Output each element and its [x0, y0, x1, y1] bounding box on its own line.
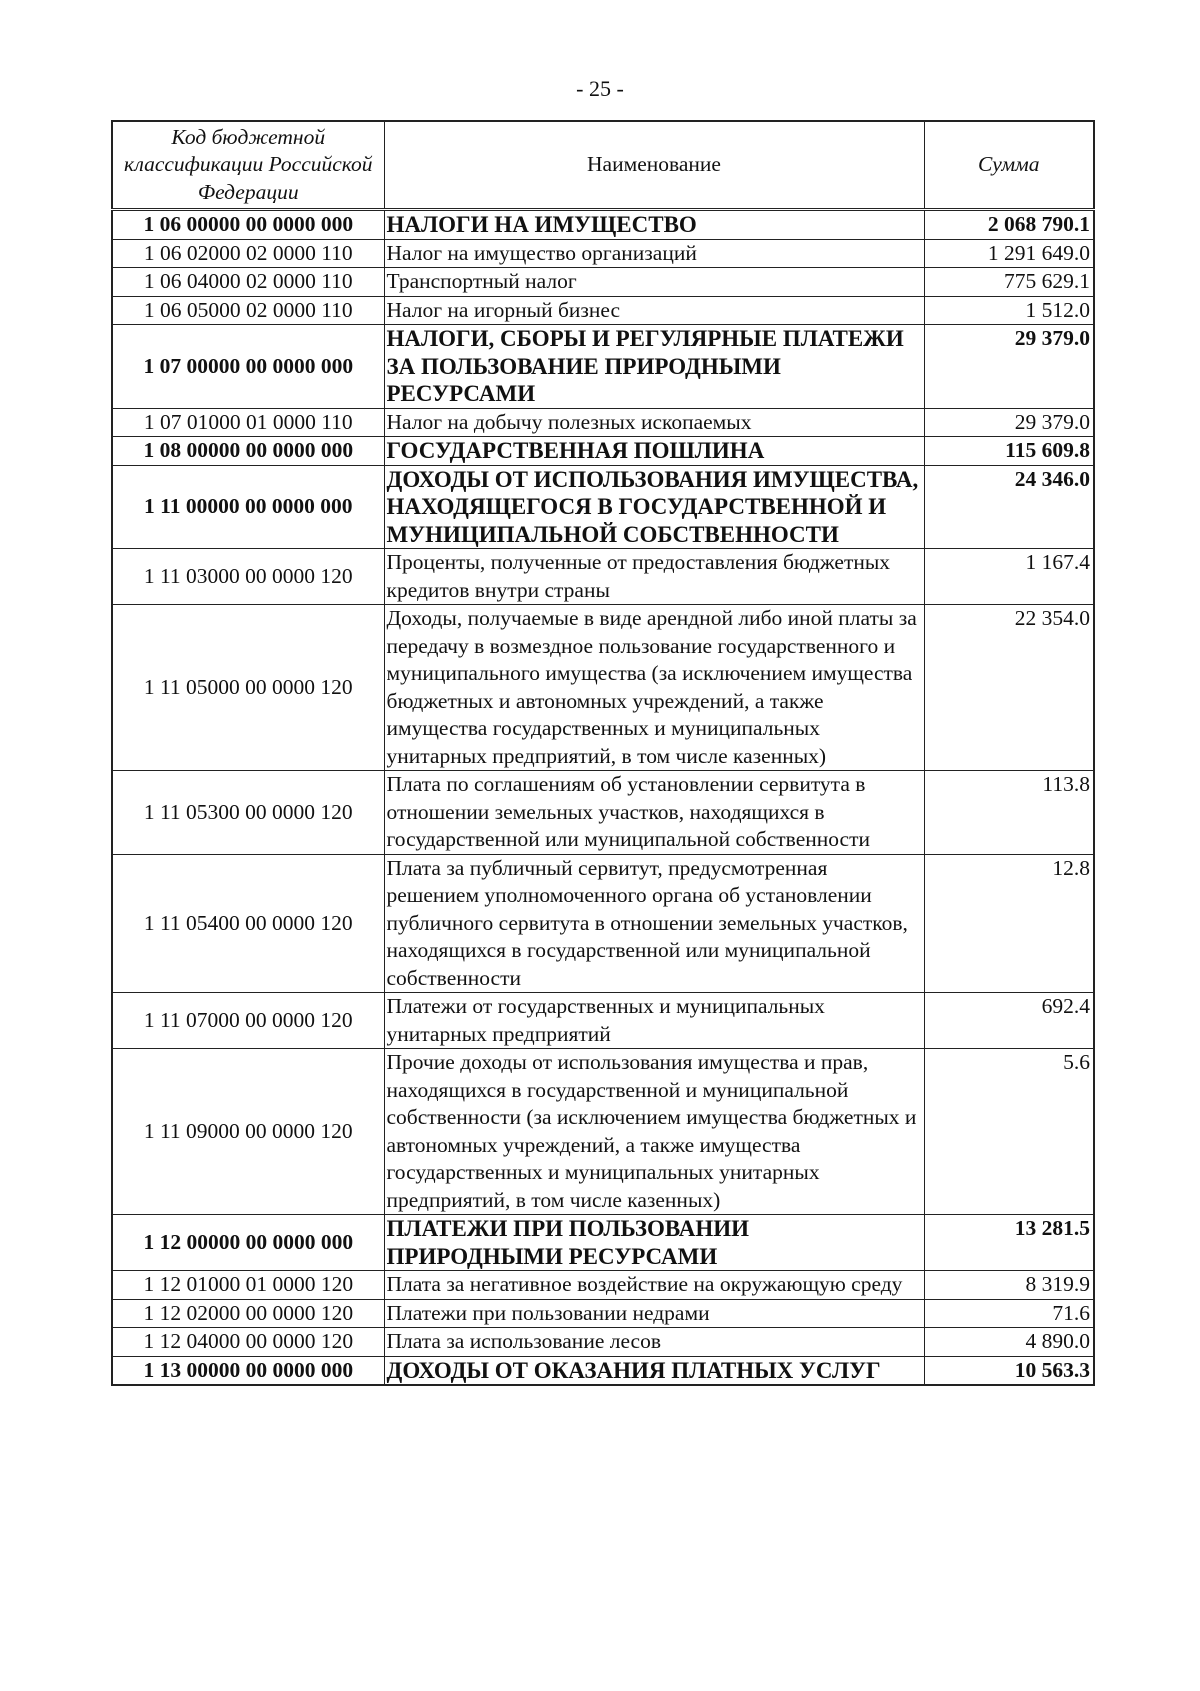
row-sum: 692.4	[924, 993, 1094, 1049]
table-row	[112, 993, 1094, 1049]
table-row	[112, 296, 1094, 325]
budget-revenue-table	[111, 120, 1095, 1386]
row-sum: 2 068 790.1	[924, 210, 1094, 240]
row-sum: 4 890.0	[924, 1328, 1094, 1357]
row-sum: 71.6	[924, 1299, 1094, 1328]
table-row	[112, 325, 1094, 409]
row-code: 1 06 00000 00 0000 000	[112, 210, 384, 240]
row-code: 1 11 00000 00 0000 000	[112, 465, 384, 549]
table-row	[112, 1356, 1094, 1385]
table-row	[112, 239, 1094, 268]
table-row	[112, 1299, 1094, 1328]
row-sum: 113.8	[924, 771, 1094, 855]
table-row	[112, 465, 1094, 549]
row-code: 1 11 07000 00 0000 120	[112, 993, 384, 1049]
row-sum: 5.6	[924, 1049, 1094, 1215]
row-name: Платежи от государственных и муниципальных унитарных предприятий	[384, 993, 924, 1049]
header-code: Код бюджетной классификации Российской Федерации	[112, 121, 384, 210]
row-sum: 29 379.0	[924, 325, 1094, 409]
row-name: ГОСУДАРСТВЕННАЯ ПОШЛИНА	[384, 437, 924, 466]
table-row	[112, 408, 1094, 437]
row-sum: 29 379.0	[924, 408, 1094, 437]
row-code: 1 07 00000 00 0000 000	[112, 325, 384, 409]
table-row	[112, 437, 1094, 466]
header-name: Наименование	[384, 121, 924, 210]
row-code: 1 12 01000 01 0000 120	[112, 1271, 384, 1300]
row-sum: 22 354.0	[924, 605, 1094, 771]
row-code: 1 11 05300 00 0000 120	[112, 771, 384, 855]
row-name: Налог на имущество организаций	[384, 239, 924, 268]
row-name: Плата по соглашениям об установлении сервитута в отношении земельных участков, находящихся в государственной или муниципальной собственности	[384, 771, 924, 855]
row-name: Проценты, полученные от предоставления бюджетных кредитов внутри страны	[384, 549, 924, 605]
row-sum: 10 563.3	[924, 1356, 1094, 1385]
row-code: 1 12 00000 00 0000 000	[112, 1215, 384, 1271]
row-code: 1 07 01000 01 0000 110	[112, 408, 384, 437]
table-row	[112, 1328, 1094, 1357]
row-name: Прочие доходы от использования имущества и прав, находящихся в государственной и муниципальной собственности (за исключением имущества бюджетных и автономных учреждений, а также имущества государственных и муниципальных унитарных предприятий, в том числе казенных)	[384, 1049, 924, 1215]
row-name: Плата за негативное воздействие на окружающую среду	[384, 1271, 924, 1300]
row-name: ПЛАТЕЖИ ПРИ ПОЛЬЗОВАНИИ ПРИРОДНЫМИ РЕСУРСАМИ	[384, 1215, 924, 1271]
row-code: 1 12 02000 00 0000 120	[112, 1299, 384, 1328]
row-name: НАЛОГИ, СБОРЫ И РЕГУЛЯРНЫЕ ПЛАТЕЖИ ЗА ПОЛЬЗОВАНИЕ ПРИРОДНЫМИ РЕСУРСАМИ	[384, 325, 924, 409]
row-sum: 8 319.9	[924, 1271, 1094, 1300]
row-name: НАЛОГИ НА ИМУЩЕСТВО	[384, 210, 924, 240]
table-row	[112, 549, 1094, 605]
table-header-row	[112, 121, 1094, 210]
row-code: 1 11 03000 00 0000 120	[112, 549, 384, 605]
row-name: Плата за публичный сервитут, предусмотренная решением уполномоченного органа об установлении публичного сервитута в отношении земельных участков, находящихся в государственной или муниципальной собственности	[384, 854, 924, 993]
table-row	[112, 854, 1094, 993]
table-row	[112, 1049, 1094, 1215]
row-code: 1 06 02000 02 0000 110	[112, 239, 384, 268]
row-code: 1 11 05000 00 0000 120	[112, 605, 384, 771]
table-row	[112, 1271, 1094, 1300]
table-body	[112, 210, 1094, 1386]
row-sum: 24 346.0	[924, 465, 1094, 549]
table-row	[112, 210, 1094, 240]
row-code: 1 11 09000 00 0000 120	[112, 1049, 384, 1215]
row-sum: 775 629.1	[924, 268, 1094, 297]
row-sum: 115 609.8	[924, 437, 1094, 466]
header-sum: Сумма	[924, 121, 1094, 210]
row-code: 1 13 00000 00 0000 000	[112, 1356, 384, 1385]
row-sum: 13 281.5	[924, 1215, 1094, 1271]
row-name: Налог на добычу полезных ископаемых	[384, 408, 924, 437]
table-row	[112, 268, 1094, 297]
row-code: 1 12 04000 00 0000 120	[112, 1328, 384, 1357]
row-name: Транспортный налог	[384, 268, 924, 297]
row-sum: 1 167.4	[924, 549, 1094, 605]
row-code: 1 08 00000 00 0000 000	[112, 437, 384, 466]
row-name: Плата за использование лесов	[384, 1328, 924, 1357]
page-number: - 25 -	[576, 76, 624, 101]
row-sum: 1 291 649.0	[924, 239, 1094, 268]
row-code: 1 11 05400 00 0000 120	[112, 854, 384, 993]
row-code: 1 06 05000 02 0000 110	[112, 296, 384, 325]
row-name: Платежи при пользовании недрами	[384, 1299, 924, 1328]
row-name: Налог на игорный бизнес	[384, 296, 924, 325]
row-code: 1 06 04000 02 0000 110	[112, 268, 384, 297]
row-name: ДОХОДЫ ОТ ИСПОЛЬЗОВАНИЯ ИМУЩЕСТВА, НАХОДЯЩЕГОСЯ В ГОСУДАРСТВЕННОЙ И МУНИЦИПАЛЬНОЙ СОБСТВЕННОСТИ	[384, 465, 924, 549]
row-name: ДОХОДЫ ОТ ОКАЗАНИЯ ПЛАТНЫХ УСЛУГ	[384, 1356, 924, 1385]
table-row	[112, 1215, 1094, 1271]
row-sum: 12.8	[924, 854, 1094, 993]
table-row	[112, 605, 1094, 771]
row-sum: 1 512.0	[924, 296, 1094, 325]
table-row	[112, 771, 1094, 855]
row-name: Доходы, получаемые в виде арендной либо иной платы за передачу в возмездное пользование государственного и муниципального имущества (за исключением имущества бюджетных и автономных учреждений, а также имущества государственных и муниципальных унитарных предприятий, в том числе казенных)	[384, 605, 924, 771]
